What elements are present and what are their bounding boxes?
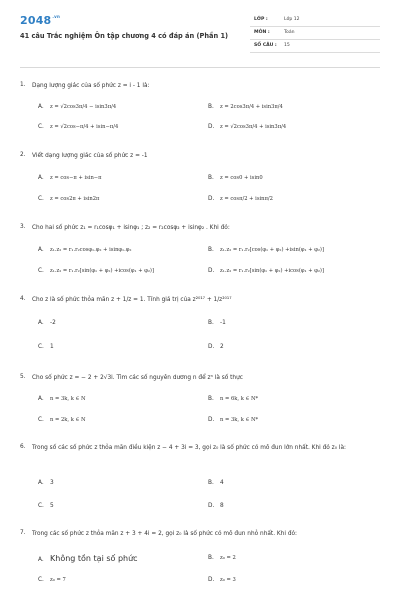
- option-letter: C.: [38, 577, 44, 583]
- option-text: n = 2k, k ∈ N: [50, 417, 86, 423]
- question-text: Trong số các số phức z thỏa mãn điều kiện z − 4 + 3i = 3, gọi z₀ là số phức có mô đun lớn nhất. Khi đó z₀ là:: [32, 445, 346, 451]
- option-d[interactable]: [208, 124, 286, 130]
- question-4: [20, 296, 380, 358]
- question-number: 5.: [20, 374, 26, 380]
- question-3: [20, 224, 380, 284]
- option-text: n = 3k, k ∈ N: [50, 396, 86, 402]
- option-d[interactable]: [208, 344, 224, 350]
- option-a[interactable]: [38, 247, 132, 253]
- option-text: z₀ = 3: [220, 577, 236, 583]
- option-letter: D.: [208, 503, 215, 509]
- option-letter: D.: [208, 124, 215, 130]
- meta-key: MÔN :: [254, 30, 270, 35]
- meta-table: [250, 15, 380, 54]
- question-text: Cho z là số phức thỏa mãn z + 1/z = 1. Tính giá trị của z²⁰¹⁷ + 1/z²⁰¹⁷: [32, 297, 232, 303]
- question-text: Cho hai số phức z₁ = r₁cosφ₁ + isinφ₁ ; z₂ = r₂cosφ₂ + isinφ₂ . Khi đó:: [32, 225, 230, 231]
- option-a[interactable]: [38, 396, 86, 402]
- option-d[interactable]: [208, 503, 224, 509]
- option-text: 2: [220, 344, 224, 350]
- question-2: [20, 152, 380, 212]
- question-number: 6.: [20, 444, 26, 450]
- question-5: [20, 374, 380, 434]
- option-letter: C.: [38, 503, 44, 509]
- option-letter: C.: [38, 268, 44, 274]
- option-text: -1: [220, 320, 226, 326]
- question-number: 3.: [20, 224, 26, 230]
- option-b[interactable]: [208, 555, 236, 561]
- option-text: z₁.z₂ = r₁.r₂[sin(φ₁ + φ₂) +icos(φ₁ + φ₂)]: [220, 268, 324, 274]
- option-letter: D.: [208, 344, 215, 350]
- option-text: 3: [50, 480, 54, 486]
- option-letter: B.: [208, 175, 214, 181]
- option-letter: A.: [38, 175, 44, 181]
- option-text: n = 3k, k ∈ N*: [220, 417, 259, 423]
- option-d[interactable]: [208, 577, 236, 583]
- option-text: z = cos−π + isin−π: [50, 175, 102, 181]
- option-text: z = cos2π + isin2π: [50, 196, 100, 202]
- option-text: z₁.z₂ = r₁.r₂[sin(φ₁ + φ₂) +icos(φ₁ + φ₂)]: [50, 268, 154, 274]
- question-text: Cho số phức z = − 2 + 2√3i. Tìm các số nguyên dương n để zⁿ là số thực: [32, 375, 243, 381]
- option-text: 1: [50, 344, 54, 350]
- option-letter: A.: [38, 396, 44, 402]
- meta-row-subject: [250, 28, 380, 40]
- header-divider: [20, 67, 380, 68]
- option-text: z₀ = 7: [50, 577, 66, 583]
- option-letter: D.: [208, 268, 215, 274]
- option-letter: A.: [38, 320, 44, 326]
- meta-row-count: [250, 41, 380, 53]
- option-b[interactable]: [208, 396, 258, 402]
- option-c[interactable]: [38, 577, 66, 583]
- meta-key: SỐ CÂU :: [254, 43, 277, 48]
- option-c[interactable]: [38, 196, 99, 202]
- option-a[interactable]: [38, 554, 138, 563]
- option-text: z = 2cos3π/4 + isin3π/4: [220, 104, 283, 110]
- option-text: z = cosπ/2 + isinπ/2: [220, 196, 273, 202]
- option-letter: C.: [38, 124, 44, 130]
- option-a[interactable]: [38, 480, 54, 486]
- option-text: 4: [220, 480, 224, 486]
- option-letter: D.: [208, 417, 215, 423]
- option-c[interactable]: [38, 344, 54, 350]
- meta-value: Toán: [284, 30, 295, 35]
- option-letter: B.: [208, 320, 214, 326]
- question-text: Viết dạng lượng giác của số phức z = -1: [32, 153, 148, 159]
- option-letter: A.: [38, 247, 44, 253]
- option-letter: B.: [208, 247, 214, 253]
- question-number: 7.: [20, 530, 26, 536]
- page-title: 41 câu Trắc nghiệm Ôn tập chương 4 có đáp án (Phần 1): [20, 32, 229, 40]
- option-c[interactable]: [38, 268, 154, 274]
- option-text: z₀ = 2: [220, 555, 236, 561]
- option-letter: B.: [208, 555, 214, 561]
- option-letter: A.: [38, 557, 44, 563]
- option-text: z = √2cos−π/4 + isin−π/4: [50, 124, 119, 130]
- question-number: 2.: [20, 152, 26, 158]
- option-c[interactable]: [38, 124, 118, 130]
- option-letter: C.: [38, 417, 44, 423]
- option-text: n = 6k, k ∈ N*: [220, 396, 259, 402]
- option-text: 8: [220, 503, 224, 509]
- option-c[interactable]: [38, 503, 54, 509]
- meta-value: 15: [284, 43, 290, 48]
- option-text: z = √2cos3π/4 − isin3π/4: [50, 104, 117, 110]
- question-7: [20, 530, 380, 594]
- logo-suffix: .vn: [52, 14, 60, 19]
- option-text: Không tồn tại số phức: [50, 554, 138, 563]
- option-d[interactable]: [208, 196, 273, 202]
- option-b[interactable]: [208, 247, 324, 253]
- site-logo[interactable]: [20, 14, 60, 27]
- option-letter: C.: [38, 196, 44, 202]
- option-text: z = √2cos3π/4 + isin3π/4: [220, 124, 287, 130]
- question-number: 1.: [20, 82, 26, 88]
- option-b[interactable]: [208, 320, 226, 326]
- option-a[interactable]: [38, 104, 116, 110]
- option-b[interactable]: [208, 104, 283, 110]
- option-letter: C.: [38, 344, 44, 350]
- meta-key: LỚP :: [254, 17, 268, 22]
- option-d[interactable]: [208, 417, 258, 423]
- option-letter: B.: [208, 396, 214, 402]
- option-b[interactable]: [208, 175, 263, 181]
- option-letter: D.: [208, 196, 215, 202]
- option-letter: B.: [208, 104, 214, 110]
- logo-text: 2048: [20, 14, 52, 27]
- option-text: z₁.z₂ = r₁.r₂cosφ₁.φ₂ + isinφ₁.φ₂: [50, 247, 132, 253]
- question-text: Trong các số phức z thỏa mãn z + 3 + 4i = 2, gọi z₀ là số phức có mô đun nhỏ nhất. Khi đó:: [32, 531, 297, 537]
- meta-value: Lớp 12: [284, 17, 300, 22]
- option-b[interactable]: [208, 480, 224, 486]
- option-c[interactable]: [38, 417, 86, 423]
- option-a[interactable]: [38, 320, 56, 326]
- question-6: [20, 444, 380, 518]
- option-text: z = cos0 + isin0: [220, 175, 263, 181]
- option-letter: B.: [208, 480, 214, 486]
- option-text: 5: [50, 503, 54, 509]
- question-number: 4.: [20, 296, 26, 302]
- option-letter: A.: [38, 480, 44, 486]
- option-a[interactable]: [38, 175, 102, 181]
- meta-row-class: [250, 15, 380, 27]
- question-1: [20, 82, 380, 142]
- option-letter: D.: [208, 577, 215, 583]
- option-text: -2: [50, 320, 56, 326]
- option-text: z₁.z₂ = r₁.r₂[cos(φ₁ + φ₂) +isin(φ₁ + φ₂)]: [220, 247, 324, 253]
- option-letter: A.: [38, 104, 44, 110]
- option-d[interactable]: [208, 268, 324, 274]
- question-text: Dạng lượng giác của số phức z = i - 1 là:: [32, 83, 150, 89]
